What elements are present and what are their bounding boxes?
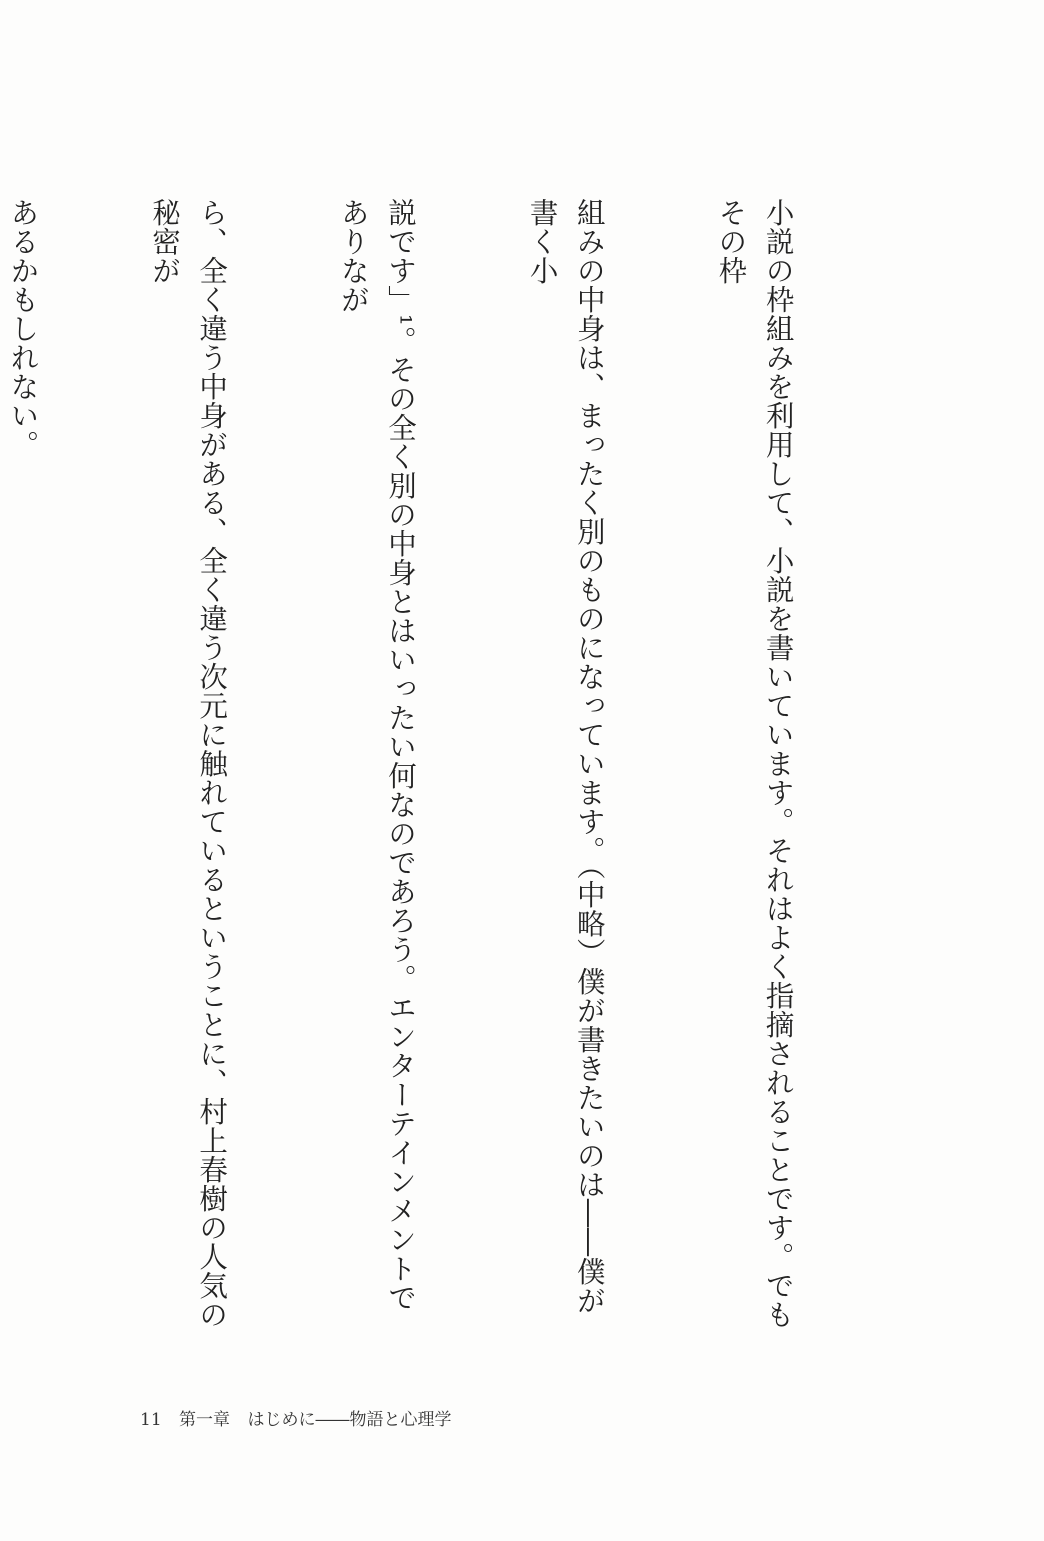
text-line: あるかもしれない。 [6,198,40,459]
chapter-label: 第一章 [179,1410,231,1430]
text-line: 小説の枠組みを利用して、小説を書いています。それはよく指摘されることです。でもその枠 [714,198,795,1329]
chapter-title: はじめに――物語と心理学 [247,1410,452,1430]
page-footer [140,1405,463,1430]
text-line: 組みの中身は、まったく別のものになっています。（中略）僕が書きたいのは――僕が書く小 [525,198,606,1315]
vertical-body-text [6,198,896,1333]
text-line: 説です」¹。その全く別の中身とはいったい何なのであろう。エンターテインメントでありなが [336,198,417,1312]
text-line: ら、全く違う中身がある、全く違う次元に触れているということに、村上春樹の人気の秘密が [147,198,229,1329]
page-number: 11 [140,1410,162,1430]
